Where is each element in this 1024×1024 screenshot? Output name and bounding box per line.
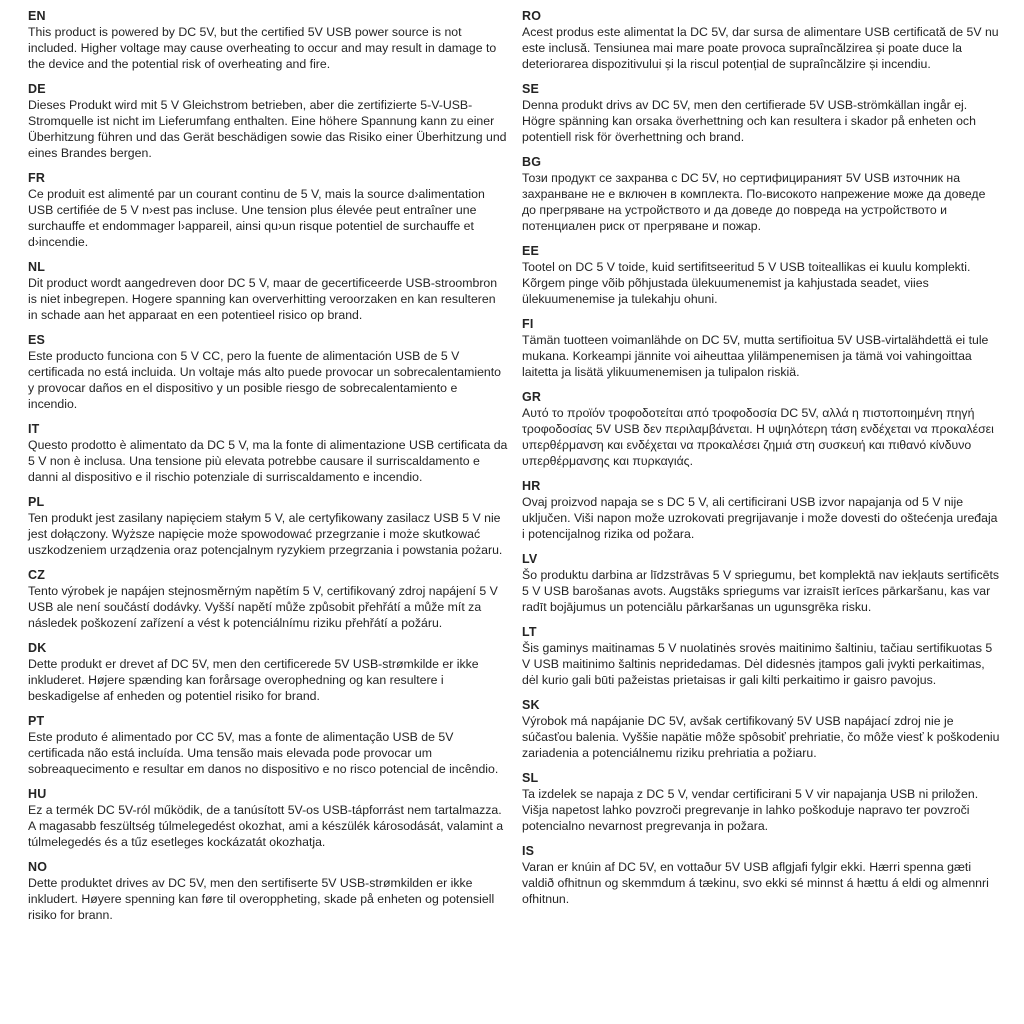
language-code-no: NO bbox=[28, 860, 48, 874]
language-section-bg bbox=[522, 154, 1002, 234]
language-section-is bbox=[522, 843, 1002, 907]
language-text-lv: Šo produktu darbina ar līdzstrāvas 5 V spriegumu, bet komplektā nav iekļauts sertificēts 5 V USB barošanas avots. Augstāks spriegums var izraisīt ierīces pārkaršanu, kas var radīt bojājumus un potenciālu pārkaršanas un ugunsgrēka risku. bbox=[522, 568, 1000, 614]
language-section-pl bbox=[28, 494, 508, 558]
language-text-nl: Dit product wordt aangedreven door DC 5 V, maar de gecertificeerde USB-stroombron is niet inbegrepen. Hogere spanning kan oververhitting veroorzaken en kan resulteren in schade aan het apparaat en een potentieel risico op brand. bbox=[28, 276, 498, 322]
language-code-lv: LV bbox=[522, 552, 538, 566]
language-code-se: SE bbox=[522, 82, 540, 96]
language-section-de bbox=[28, 81, 508, 161]
language-text-is: Varan er knúin af DC 5V, en vottaður 5V USB aflgjafi fylgir ekki. Hærri spenna gæti valdið ofhitnun og skemmdum á tækinu, svo ekki sé minnst á hættu á eldi og almennri ofhitnun. bbox=[522, 860, 989, 906]
language-text-sl: Ta izdelek se napaja z DC 5 V, vendar certificirani 5 V vir napajanja USB ni priložen. Višja napetost lahko povzroči pregrevanje in lahko poškoduje napravo ter povzroči potencialno nevarnost pregrevanja in požara. bbox=[522, 787, 979, 833]
language-section-it bbox=[28, 421, 508, 485]
language-code-sl: SL bbox=[522, 771, 539, 785]
language-section-gr bbox=[522, 389, 1002, 469]
language-code-dk: DK bbox=[28, 641, 47, 655]
right-column bbox=[522, 8, 1002, 1024]
language-section-pt bbox=[28, 713, 508, 777]
language-section-hu bbox=[28, 786, 508, 850]
language-section-lt bbox=[522, 624, 1002, 688]
language-section-en bbox=[28, 8, 508, 72]
language-code-de: DE bbox=[28, 82, 46, 96]
language-section-no bbox=[28, 859, 508, 923]
left-column bbox=[28, 8, 508, 1024]
language-section-nl bbox=[28, 259, 508, 323]
language-code-pl: PL bbox=[28, 495, 45, 509]
language-section-lv bbox=[522, 551, 1002, 615]
language-code-fr: FR bbox=[28, 171, 46, 185]
language-text-it: Questo prodotto è alimentato da DC 5 V, ma la fonte di alimentazione USB certificata da 5 V non è inclusa. Una tensione più elevata potrebbe causare il surriscaldamento e danni al dispositivo e il rischio potenziale di surriscaldamento e incendio. bbox=[28, 438, 508, 484]
language-section-dk bbox=[28, 640, 508, 704]
language-code-gr: GR bbox=[522, 390, 542, 404]
language-text-pt: Este produto é alimentado por CC 5V, mas a fonte de alimentação USB de 5V certificada não está incluída. Uma tensão mais elevada pode provocar um sobreaquecimento e resultar em danos no dispositivo e no risco potencial de incêndio. bbox=[28, 730, 499, 776]
language-text-se: Denna produkt drivs av DC 5V, men den certifierade 5V USB-strömkällan ingår ej. Högre spänning kan orsaka överhettning och kan resultera i skador på enheten och potentiell risk för överhettning och brand. bbox=[522, 98, 976, 144]
language-code-lt: LT bbox=[522, 625, 537, 639]
language-code-it: IT bbox=[28, 422, 40, 436]
language-code-ro: RO bbox=[522, 9, 542, 23]
language-text-en: This product is powered by DC 5V, but the certified 5V USB power source is not included. Higher voltage may cause overheating to occur and may result in damage to the device and the potential risk of overheating and fire. bbox=[28, 25, 497, 71]
language-code-pt: PT bbox=[28, 714, 45, 728]
language-text-cz: Tento výrobek je napájen stejnosměrným napětím 5 V, certifikovaný zdroj napájení 5 V USB ale není součástí dodávky. Vyšší napětí může způsobit přehřátí a může mít za následek poškození zařízení a vést k potenciálnímu riziku přehřátí a požáru. bbox=[28, 584, 498, 630]
language-section-se bbox=[522, 81, 1002, 145]
language-code-hr: HR bbox=[522, 479, 541, 493]
language-code-sk: SK bbox=[522, 698, 540, 712]
language-text-no: Dette produktet drives av DC 5V, men den sertifiserte 5V USB-strømkilden er ikke inkludert. Høyere spenning kan føre til overoppheting, skade på enheten og potensiell risiko for brann. bbox=[28, 876, 495, 922]
language-section-sl bbox=[522, 770, 1002, 834]
language-section-fi bbox=[522, 316, 1002, 380]
language-code-es: ES bbox=[28, 333, 46, 347]
language-section-sk bbox=[522, 697, 1002, 761]
language-text-fi: Tämän tuotteen voimanlähde on DC 5V, mutta sertifioitua 5V USB-virtalähdettä ei tule mukana. Korkeampi jännite voi aiheuttaa ylilämpenemisen ja tämä voi vahingoittaa laitetta ja lisätä ylikuumenemisen ja tulipalon riskiä. bbox=[522, 333, 989, 379]
language-code-nl: NL bbox=[28, 260, 46, 274]
language-section-es bbox=[28, 332, 508, 412]
language-text-bg: Този продукт се захранва с DC 5V, но сертифицираният 5V USB източник на захранване не е включен в комплекта. По-високото напрежение може да доведе до прегряване на устройството и да доведе до повреда на устройството и потенциален риск от прегряване и пожар. bbox=[522, 171, 986, 233]
language-text-hr: Ovaj proizvod napaja se s DC 5 V, ali certificirani USB izvor napajanja od 5 V nije uključen. Viši napon može uzrokovati pregrijavanje i može dovesti do oštećenja uređaja i potencijalnog rizika od požara. bbox=[522, 495, 998, 541]
language-code-cz: CZ bbox=[28, 568, 46, 582]
language-text-gr: Αυτό το προϊόν τροφοδοτείται από τροφοδοσία DC 5V, αλλά η πιστοποιημένη πηγή τροφοδοσίας 5V USB δεν περιλαμβάνεται. Η υψηλότερη τάση ενδέχεται να προκαλέσει υπερθέρμανση και ενδέχεται να προκαλέσει ζημιά στη συσκευή και πιθανό κίνδυνο υπερθέρμανσης και πυρκαγιάς. bbox=[522, 406, 994, 468]
language-text-dk: Dette produkt er drevet af DC 5V, men den certificerede 5V USB-strømkilde er ikke inkluderet. Højere spænding kan forårsage overophedning og kan resultere i beskadigelse af enheden og potentiel risiko for brand. bbox=[28, 657, 479, 703]
language-code-is: IS bbox=[522, 844, 535, 858]
language-text-sk: Výrobok má napájanie DC 5V, avšak certifikovaný 5V USB napájací zdroj nie je súčasťou balenia. Vyššie napätie môže spôsobiť prehriatie, čo môže viesť k poškodeniu zariadenia a potenciálnemu riziku prehriatia a požiaru. bbox=[522, 714, 1000, 760]
language-text-fr: Ce produit est alimenté par un courant continu de 5 V, mais la source d›alimentation USB certifiée de 5 V n›est pas incluse. Une tension plus élevée peut entraîner une surchauffe et endommager l›appareil, ainsi qu›un risque potentiel de surchauffe et d›incendie. bbox=[28, 187, 485, 249]
language-code-ee: EE bbox=[522, 244, 540, 258]
language-text-de: Dieses Produkt wird mit 5 V Gleichstrom betrieben, aber die zertifizierte 5-V-USB-Stromquelle ist nicht im Lieferumfang enthalten. Eine höhere Spannung kann zu einer Überhitzung führen und das Gerät beschädigen sowie das Risiko einer Überhitzung und eines Brandes bergen. bbox=[28, 98, 507, 160]
language-text-ee: Tootel on DC 5 V toide, kuid sertifitseeritud 5 V USB toiteallikas ei kuulu komplekti. Kõrgem pinge võib põhjustada ülekuumenemist ja kahjustada seadet, viies ülekuumenemise ja tulekahju ohuni. bbox=[522, 260, 971, 306]
language-section-hr bbox=[522, 478, 1002, 542]
language-text-pl: Ten produkt jest zasilany napięciem stałym 5 V, ale certyfikowany zasilacz USB 5 V nie jest dołączony. Wyższe napięcie może spowodować przegrzanie i może skutkować uszkodzeniem urządzenia oraz potencjalnym ryzykiem przegrzania i powstania pożaru. bbox=[28, 511, 503, 557]
language-section-ee bbox=[522, 243, 1002, 307]
language-text-es: Este producto funciona con 5 V CC, pero la fuente de alimentación USB de 5 V certificada no está incluida. Un voltaje más alto puede provocar un sobrecalentamiento y provocar daños en el dispositivo y un posible riesgo de sobrecalentamiento e incendio. bbox=[28, 349, 502, 411]
language-code-en: EN bbox=[28, 9, 46, 23]
language-text-ro: Acest produs este alimentat la DC 5V, dar sursa de alimentare USB certificată de 5V nu este inclusă. Tensiunea mai mare poate provoca supraîncălzirea și poate duce la deteriorarea dispozitivului și la riscul potențial de supraîncălzire și incendiu. bbox=[522, 25, 999, 71]
language-code-bg: BG bbox=[522, 155, 542, 169]
language-section-fr bbox=[28, 170, 508, 250]
language-section-cz bbox=[28, 567, 508, 631]
language-section-ro bbox=[522, 8, 1002, 72]
language-text-lt: Šis gaminys maitinamas 5 V nuolatinės srovės maitinimo šaltiniu, tačiau sertifikuotas 5 V USB maitinimo šaltinis nepridedamas. Dėl didesnės įtampos gali įvykti perkaitimas, dėl kurio gali būti pažeistas prietaisas ir gali kilti perkaitimo ir gaisro pavojus. bbox=[522, 641, 993, 687]
language-code-fi: FI bbox=[522, 317, 534, 331]
language-text-hu: Ez a termék DC 5V-ról működik, de a tanúsított 5V-os USB-tápforrást nem tartalmazza. A magasabb feszültség túlmelegedést okozhat, ami a készülék károsodását, valamint a túlmelegedés és a tűz esetleges kockázatát okozhatja. bbox=[28, 803, 504, 849]
language-code-hu: HU bbox=[28, 787, 47, 801]
